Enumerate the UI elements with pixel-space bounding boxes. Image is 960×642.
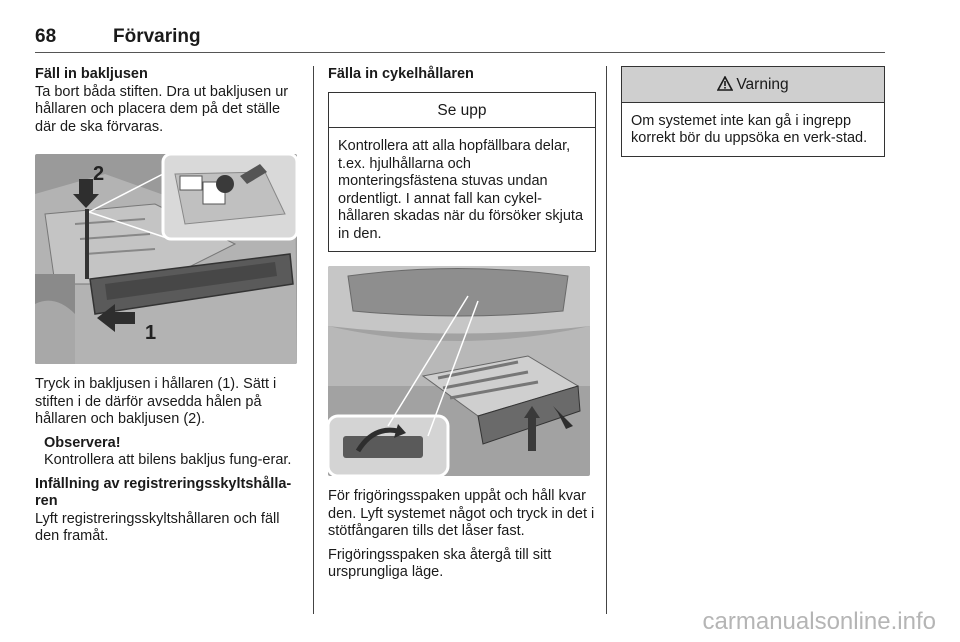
paragraph-remove-pins: Ta bort båda stiften. Dra ut bakljusen ur hållaren och placera dem på det ställe där de ska förvaras. bbox=[35, 83, 289, 135]
bike-carrier-illustration bbox=[328, 266, 590, 476]
caution-box bbox=[328, 92, 596, 253]
note-text: Kontrollera att bilens bakljus fung-erar. bbox=[44, 452, 292, 468]
warning-box bbox=[621, 66, 885, 157]
column-divider-1 bbox=[313, 66, 314, 614]
figure-label-2: 2 bbox=[93, 163, 105, 185]
section-heading-fold-bike-carrier: Fälla in cykelhållaren bbox=[328, 66, 474, 82]
column-2 bbox=[328, 66, 596, 588]
figure-taillight-holder bbox=[35, 154, 297, 364]
caution-title: Se upp bbox=[329, 93, 595, 129]
section-heading-plate-holder: Infällning av registreringsskyltshålla-ren bbox=[35, 475, 292, 509]
paragraph-lever-return: Frigöringsspaken ska återgå till sitt ursprungliga läge. bbox=[328, 546, 552, 580]
warning-triangle-icon bbox=[717, 76, 733, 91]
column-divider-2 bbox=[606, 66, 607, 614]
figure-label-1: 1 bbox=[145, 322, 157, 344]
caution-text: Kontrollera att alla hopfällbara delar, t.ex. hjulhållarna och monteringsfästena stuvas undan ordentligt. I annat fall kan cykel-hållaren skadas när du försöker skjuta in den. bbox=[338, 138, 584, 242]
section-heading-taillights: Fäll in bakljusen bbox=[35, 66, 148, 82]
warning-text: Om systemet inte kan gå i ingrepp korrekt bör du uppsöka en verk-stad. bbox=[631, 112, 868, 146]
paragraph-lift-plate-holder: Lyft registreringsskyltshållaren och fäll den framåt. bbox=[35, 510, 280, 544]
taillight-illustration bbox=[35, 154, 297, 364]
warning-header bbox=[622, 67, 884, 103]
page-number: 68 bbox=[35, 26, 57, 47]
column-1 bbox=[35, 66, 300, 552]
watermark: carmanualsonline.info bbox=[702, 608, 936, 635]
page-header bbox=[35, 26, 885, 53]
figure-bike-carrier bbox=[328, 266, 590, 476]
chapter-title: Förvaring bbox=[113, 26, 201, 47]
note-title: Observera! bbox=[44, 434, 121, 451]
note-block bbox=[44, 435, 300, 470]
column-3 bbox=[621, 66, 885, 171]
warning-title: Varning bbox=[736, 76, 789, 93]
paragraph-release-lever: För frigöringsspaken uppåt och håll kvar den. Lyft systemet något och tryck in det i stötfångaren tills det låser fast. bbox=[328, 488, 595, 539]
paragraph-insert-taillights: Tryck in bakljusen i hållaren (1). Sätt i stiften i de därför avsedda hålen på hållaren och bakljusen (2). bbox=[35, 376, 277, 427]
